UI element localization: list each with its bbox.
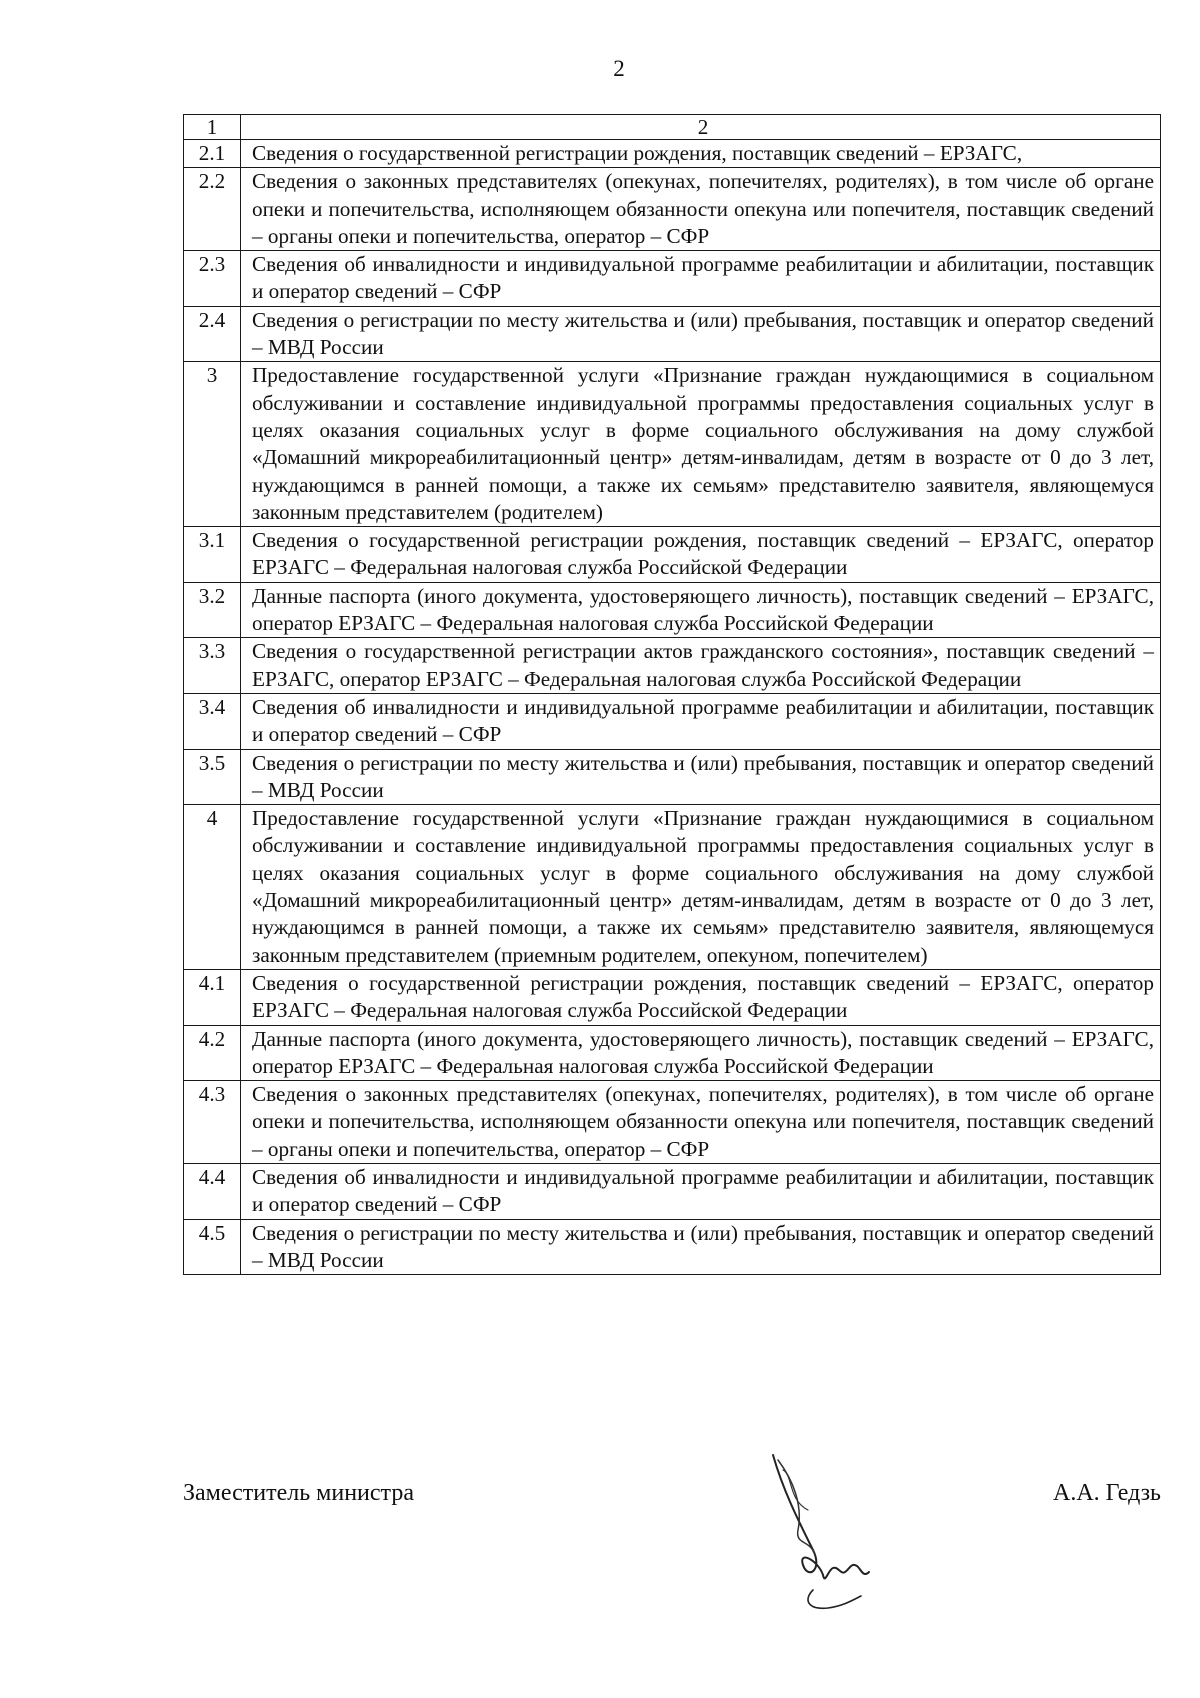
row-number: 3.3 — [184, 638, 241, 694]
data-sources-table — [183, 114, 1161, 1275]
row-description: Сведения о государственной регистрации рождения, поставщик сведений – ЕРЗАГС, — [241, 140, 1161, 168]
table-row — [184, 749, 1161, 805]
row-number: 4.1 — [184, 969, 241, 1025]
table-row — [184, 693, 1161, 749]
row-description: Сведения об инвалидности и индивидуальной программе реабилитации и абилитации, поставщик и оператор сведений – СФР — [241, 693, 1161, 749]
row-description: Сведения о государственной регистрации актов гражданского состояния», поставщик сведений – ЕРЗАГС, оператор ЕРЗАГС – Федеральная налоговая служба Российской Федерации — [241, 638, 1161, 694]
header-cell-number: 1 — [184, 115, 241, 140]
row-description: Сведения о государственной регистрации рождения, поставщик сведений – ЕРЗАГС, оператор ЕРЗАГС – Федеральная налоговая служба Российской Федерации — [241, 527, 1161, 583]
row-description: Сведения об инвалидности и индивидуальной программе реабилитации и абилитации, поставщик и оператор сведений – СФР — [241, 1163, 1161, 1219]
table-header-row — [184, 115, 1161, 140]
signer-name: А.А. Гедзь — [1053, 1480, 1161, 1506]
row-number: 2.3 — [184, 251, 241, 307]
row-description: Данные паспорта (иного документа, удостоверяющего личность), поставщик сведений – ЕРЗАГС, оператор ЕРЗАГС – Федеральная налоговая служба Российской Федерации — [241, 1025, 1161, 1081]
row-description: Сведения о государственной регистрации рождения, поставщик сведений – ЕРЗАГС, оператор ЕРЗАГС – Федеральная налоговая служба Российской Федерации — [241, 969, 1161, 1025]
row-description: Предоставление государственной услуги «Признание граждан нуждающимися в социальном обслуживании и составление индивидуальной программы предоставления социальных услуг в целях оказания социальных услуг в форме социального обслуживания на дому службой «Домашний микрореабилитационный центр» детям-инвалидам, детям в возрасте от 0 до 3 лет, нуждающимся в ранней помощи, а также их семьям» представителю заявителя, являющемуся законным представителем (родителем) — [241, 362, 1161, 527]
row-number: 3.4 — [184, 693, 241, 749]
header-cell-description: 2 — [241, 115, 1161, 140]
row-number: 4.2 — [184, 1025, 241, 1081]
row-number: 2.2 — [184, 168, 241, 251]
table-row — [184, 1081, 1161, 1164]
row-description: Сведения о регистрации по месту жительства и (или) пребывания, поставщик и оператор сведений – МВД России — [241, 749, 1161, 805]
row-description: Сведения о регистрации по месту жительства и (или) пребывания, поставщик и оператор сведений – МВД России — [241, 1219, 1161, 1275]
table-row — [184, 168, 1161, 251]
table-row — [184, 1219, 1161, 1275]
table-row — [184, 140, 1161, 168]
row-number: 2.4 — [184, 306, 241, 362]
row-number: 3.5 — [184, 749, 241, 805]
table-row — [184, 638, 1161, 694]
signature-block — [183, 1470, 1161, 1670]
table-row — [184, 1163, 1161, 1219]
table-row — [184, 251, 1161, 307]
row-number: 2.1 — [184, 140, 241, 168]
table-body — [184, 115, 1161, 1275]
table-row — [184, 527, 1161, 583]
row-description: Сведения о законных представителях (опекунах, попечителях, родителях), в том числе об органе опеки и попечительства, исполняющем обязанности опекуна или попечителя, поставщик сведений – органы опеки и попечительства, оператор – СФР — [241, 1081, 1161, 1164]
signer-position: Заместитель министра — [183, 1480, 414, 1506]
row-number: 4.5 — [184, 1219, 241, 1275]
handwritten-signature — [753, 1450, 903, 1630]
row-number: 4.4 — [184, 1163, 241, 1219]
row-description: Предоставление государственной услуги «Признание граждан нуждающимися в социальном обслуживании и составление индивидуальной программы предоставления социальных услуг в целях оказания социальных услуг в форме социального обслуживания на дому службой «Домашний микрореабилитационный центр» детям-инвалидам, детям в возрасте от 0 до 3 лет, нуждающимся в ранней помощи, а также их семьям» представителю заявителя, являющемуся законным представителем (приемным родителем, опекуном, попечителем) — [241, 805, 1161, 970]
row-number: 4 — [184, 805, 241, 970]
row-number: 4.3 — [184, 1081, 241, 1164]
table-row — [184, 362, 1161, 527]
row-description: Сведения о законных представителях (опекунах, попечителях, родителях), в том числе об органе опеки и попечительства, исполняющем обязанности опекуна или попечителя, поставщик сведений – органы опеки и попечительства, оператор – СФР — [241, 168, 1161, 251]
table-row — [184, 1025, 1161, 1081]
row-description: Сведения об инвалидности и индивидуальной программе реабилитации и абилитации, поставщик и оператор сведений – СФР — [241, 251, 1161, 307]
row-description: Данные паспорта (иного документа, удостоверяющего личность), поставщик сведений – ЕРЗАГС, оператор ЕРЗАГС – Федеральная налоговая служба Российской Федерации — [241, 582, 1161, 638]
table-row — [184, 969, 1161, 1025]
row-number: 3.1 — [184, 527, 241, 583]
table-row — [184, 306, 1161, 362]
row-number: 3.2 — [184, 582, 241, 638]
row-description: Сведения о регистрации по месту жительства и (или) пребывания, поставщик и оператор сведений – МВД России — [241, 306, 1161, 362]
table-row — [184, 582, 1161, 638]
page-number: 2 — [613, 56, 625, 81]
table-row — [184, 805, 1161, 970]
row-number: 3 — [184, 362, 241, 527]
